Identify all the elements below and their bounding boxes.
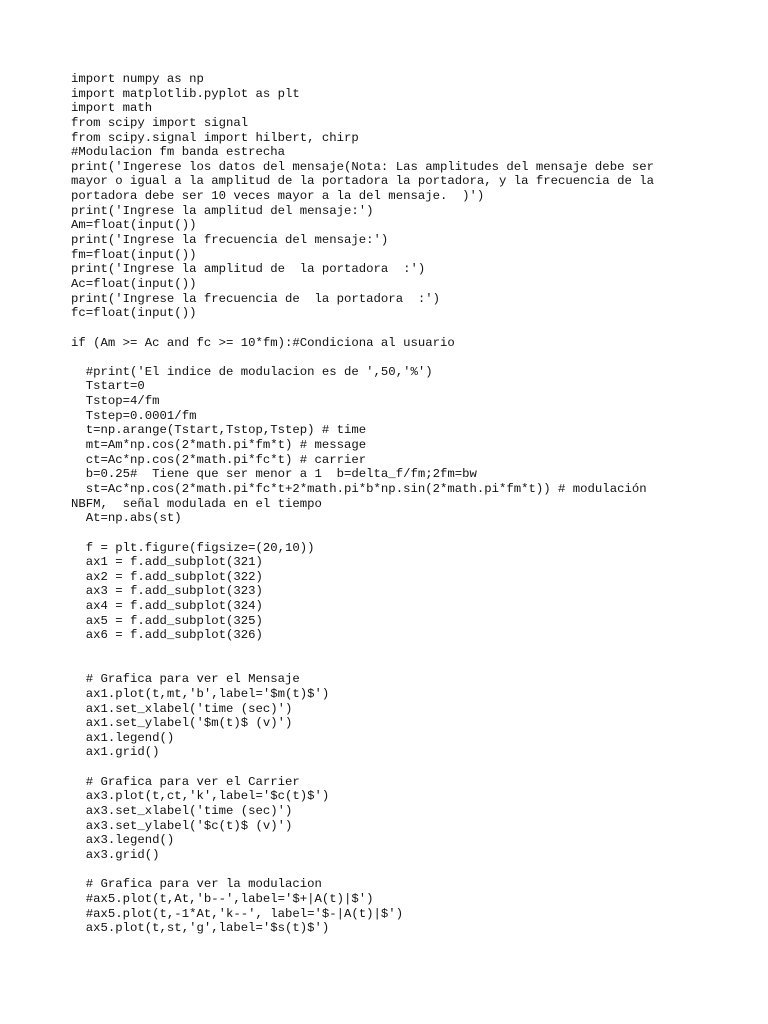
code-line: t=np.arange(Tstart,Tstop,Tstep) # time	[71, 423, 367, 438]
code-line	[71, 863, 751, 878]
code-line: ax1.plot(t,mt,'b',label='$m(t)$')	[71, 686, 330, 701]
code-line: # Grafica para ver el Mensaje	[71, 672, 300, 687]
code-line: from scipy import signal	[71, 115, 249, 130]
code-line: if (Am >= Ac and fc >= 10*fm):#Condiciona al usuario	[71, 335, 455, 350]
code-listing	[71, 72, 751, 936]
code-line: b=0.25# Tiene que ser menor a 1 b=delta_f/fm;2fm=bw	[71, 467, 477, 482]
code-line	[71, 658, 751, 673]
code-line	[71, 526, 751, 541]
code-line: # Grafica para ver el Carrier	[71, 774, 300, 789]
code-line	[71, 321, 751, 336]
code-line	[71, 760, 751, 775]
code-line: mayor o igual a la amplitud de la portadora la portadora, y la frecuencia de la	[71, 174, 654, 189]
code-line: ax3.set_xlabel('time (sec)')	[71, 804, 293, 819]
code-line: f = plt.figure(figsize=(20,10))	[71, 540, 315, 555]
code-line: st=Ac*np.cos(2*math.pi*fc*t+2*math.pi*b*np.sin(2*math.pi*fm*t)) # modulación	[71, 481, 647, 496]
code-line: #print('El indice de modulacion es de ',50,'%')	[71, 364, 433, 379]
code-line: import numpy as np	[71, 72, 204, 86]
code-line: Tstart=0	[71, 379, 145, 394]
code-line: ax3.plot(t,ct,'k',label='$c(t)$')	[71, 789, 330, 804]
code-line: print('Ingrese la amplitud de la portadora :')	[71, 262, 426, 277]
code-line: #ax5.plot(t,-1*At,'k--', label='$-|A(t)|$')	[71, 906, 404, 921]
code-line: fc=float(input())	[71, 306, 197, 321]
code-line: ax5.plot(t,st,'g',label='$s(t)$')	[71, 921, 330, 936]
code-line: ax2 = f.add_subplot(322)	[71, 569, 263, 584]
code-line: ax1.set_xlabel('time (sec)')	[71, 701, 293, 716]
code-line: #ax5.plot(t,At,'b--',label='$+|A(t)|$')	[71, 891, 374, 906]
code-line: Tstop=4/fm	[71, 394, 160, 409]
code-line: Tstep=0.0001/fm	[71, 408, 197, 423]
code-line	[71, 350, 751, 365]
code-line: ax1.set_ylabel('$m(t)$ (v)')	[71, 716, 293, 731]
code-line	[71, 643, 751, 658]
code-line: ax5 = f.add_subplot(325)	[71, 613, 263, 628]
code-line: from scipy.signal import hilbert, chirp	[71, 130, 359, 145]
code-line: # Grafica para ver la modulacion	[71, 877, 322, 892]
code-line: ax1 = f.add_subplot(321)	[71, 555, 263, 570]
code-line: print('Ingrese la frecuencia del mensaje:')	[71, 233, 389, 248]
code-line: ax3.set_ylabel('$c(t)$ (v)')	[71, 818, 293, 833]
code-line: ax3 = f.add_subplot(323)	[71, 584, 263, 599]
code-line: import matplotlib.pyplot as plt	[71, 86, 300, 101]
code-line: Ac=float(input())	[71, 276, 197, 291]
code-line: print('Ingerese los datos del mensaje(Nota: Las amplitudes del mensaje debe ser	[71, 159, 654, 174]
code-line: At=np.abs(st)	[71, 511, 182, 526]
code-line: ct=Ac*np.cos(2*math.pi*fc*t) # carrier	[71, 452, 367, 467]
code-line: ax4 = f.add_subplot(324)	[71, 599, 263, 614]
code-line: print('Ingrese la amplitud del mensaje:')	[71, 203, 374, 218]
code-line: #Modulacion fm banda estrecha	[71, 145, 286, 160]
code-line: fm=float(input())	[71, 247, 197, 262]
code-line: ax3.grid()	[71, 847, 160, 862]
code-line: ax1.grid()	[71, 745, 160, 760]
code-line: import math	[71, 101, 153, 116]
code-line: ax1.legend()	[71, 730, 175, 745]
code-line: portadora debe ser 10 veces mayor a la del mensaje. )')	[71, 189, 485, 204]
code-line: ax3.legend()	[71, 833, 175, 848]
code-line: ax6 = f.add_subplot(326)	[71, 628, 263, 643]
code-line: mt=Am*np.cos(2*math.pi*fm*t) # message	[71, 438, 367, 453]
code-line: Am=float(input())	[71, 218, 197, 233]
code-line: print('Ingrese la frecuencia de la portadora :')	[71, 291, 440, 306]
code-line: NBFM, señal modulada en el tiempo	[71, 496, 322, 511]
